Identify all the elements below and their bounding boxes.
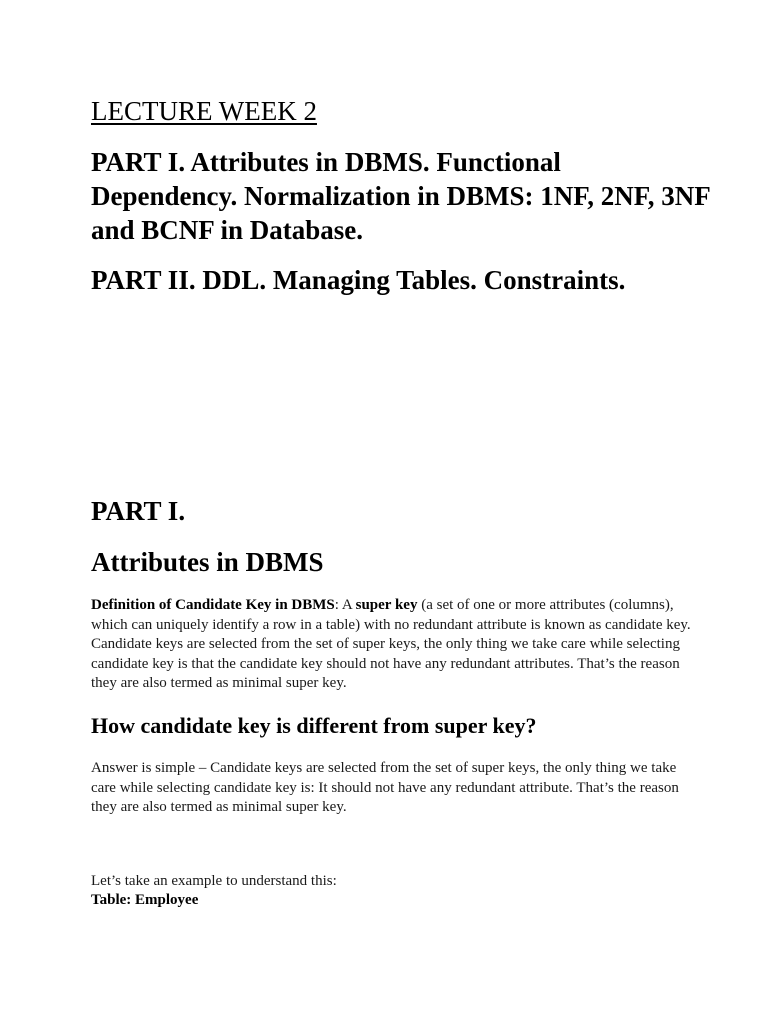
answer-paragraph: Answer is simple – Candidate keys are selected from the set of super keys, the only thing we take care while selecting candidate key is: It should not have any redundant attribute. That’s the reason they are also termed as minimal super key. xyxy=(91,760,679,816)
definition-colon: : A xyxy=(334,597,356,613)
section-label: PART I. xyxy=(91,496,186,526)
example-intro: Let’s take an example to understand this: xyxy=(91,873,337,889)
section-title: Attributes in DBMS xyxy=(91,547,324,577)
definition-body: (a set of one or more attributes (columns), which can uniquely identify a row in a table) with no redundant attribute is known as candidate key. Candidate keys are selected from the set of super keys, the only thing we take care while selecting candidate key is that the candidate key should not have any redundant attributes. That’s the reason they are also termed as minimal super key. xyxy=(91,597,691,692)
table-label: Table: Employee xyxy=(91,892,199,908)
definition-term: Definition of Candidate Key in DBMS xyxy=(91,597,335,613)
question-heading: How candidate key is different from super key? xyxy=(91,713,537,738)
part2-heading: PART II. DDL. Managing Tables. Constraints. xyxy=(91,265,626,295)
super-key-term: super key xyxy=(355,597,418,613)
part1-heading: PART I. Attributes in DBMS. Functional Dependency. Normalization in DBMS: 1NF, 2NF, 3NF and BCNF in Database. xyxy=(91,147,710,245)
definition-paragraph xyxy=(91,596,691,694)
lecture-title: LECTURE WEEK 2 xyxy=(91,96,317,126)
